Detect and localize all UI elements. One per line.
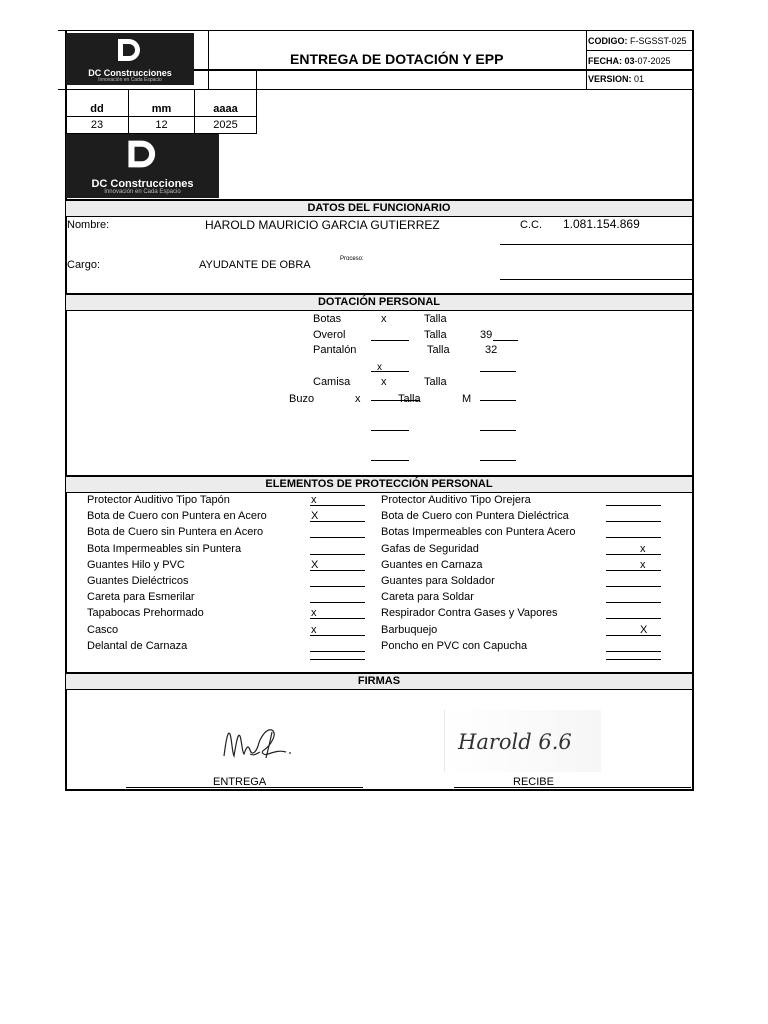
- section-dotacion-personal: DOTACIÓN PERSONAL: [66, 293, 692, 311]
- epp-left-item-line: [310, 537, 365, 538]
- section-datos-funcionario: DATOS DEL FUNCIONARIO: [66, 199, 692, 217]
- epp-right-item-label: Guantes para Soldador: [381, 575, 495, 587]
- date-mm-value: 12: [155, 119, 168, 131]
- epp-left-item-label: Guantes Hilo y PVC: [87, 559, 185, 571]
- version-value: 01: [634, 74, 645, 84]
- codigo-label: CODIGO:: [588, 36, 628, 46]
- epp-left-item-label: Delantal de Carnaza: [87, 640, 188, 652]
- epp-right-item-line: [606, 618, 661, 619]
- version-field: [588, 73, 644, 86]
- proceso-label: Proceso:: [340, 256, 364, 262]
- epp-right-item-line: [606, 651, 661, 652]
- epp-left-item-mark: x: [311, 624, 317, 636]
- company-logo-large: [66, 134, 219, 198]
- overol-label: Overol: [313, 329, 346, 341]
- cargo-label: Cargo:: [67, 259, 101, 271]
- epp-right-item-line: [606, 521, 661, 522]
- epp-left-item-label: Careta para Esmerilar: [87, 591, 195, 603]
- version-label: VERSION:: [588, 74, 632, 84]
- date-dd-value: 23: [90, 119, 104, 131]
- epp-right-item-line: [606, 570, 661, 571]
- logo-tagline: Innovación en Cada Espacio: [98, 77, 162, 83]
- epp-left-item-mark: x: [311, 607, 317, 619]
- logo-name: DC Construcciones: [91, 178, 194, 190]
- overol-talla-label: Talla: [424, 329, 447, 341]
- entrega-signature: [220, 720, 300, 768]
- logo-name: DC Construcciones: [88, 68, 172, 78]
- epp-left-item-label: Bota de Cuero sin Puntera en Acero: [87, 526, 264, 538]
- recibe-signature: Harold 6.6: [458, 730, 572, 754]
- buzo-size: M: [462, 393, 472, 405]
- epp-right-item-line: [606, 586, 661, 587]
- pantalon-size: 32: [485, 344, 498, 356]
- camisa-talla-label: Talla: [424, 376, 447, 388]
- cc-value: 1.081.154.869: [563, 217, 640, 231]
- codigo-field: [588, 35, 687, 48]
- epp-right-item-line: [606, 537, 661, 538]
- date-aaaa-label: aaaa: [213, 103, 238, 115]
- buzo-mark: x: [355, 393, 361, 405]
- epp-left-item-label: Bota Impermeables sin Puntera: [87, 543, 242, 555]
- epp-right-item-label: Bota de Cuero con Puntera Dieléctrica: [381, 510, 569, 522]
- epp-right-item-mark: X: [640, 624, 648, 636]
- codigo-value: F-SGSST-025: [630, 36, 687, 46]
- epp-right-item-label: Botas Impermeables con Puntera Acero: [381, 526, 576, 538]
- epp-extra-line: [606, 659, 661, 660]
- epp-right-item-label: Guantes en Carnaza: [381, 559, 483, 571]
- fecha-label: FECHA: 03: [588, 56, 635, 66]
- date-mm-label: mm: [151, 103, 172, 115]
- fecha-value: -07-2025: [634, 56, 671, 66]
- epp-left-item-mark: x: [311, 494, 317, 506]
- cc-label: C.C.: [520, 219, 542, 231]
- epp-left-item-label: Tapabocas Prehormado: [87, 607, 204, 619]
- epp-right-item-label: Careta para Soldar: [381, 591, 474, 603]
- epp-right-item-label: Gafas de Seguridad: [381, 543, 479, 555]
- dc-logo-icon: [123, 137, 163, 171]
- epp-extra-line: [310, 659, 365, 660]
- pantalon-talla-label: Talla: [427, 344, 450, 356]
- epp-left-item-label: Casco: [87, 624, 119, 636]
- epp-right-item-label: Respirador Contra Gases y Vapores: [381, 607, 558, 619]
- dc-logo-icon: [114, 36, 146, 64]
- epp-right-item-line: [606, 602, 661, 603]
- camisa-label: Camisa: [313, 376, 351, 388]
- company-logo-top: [66, 33, 194, 85]
- epp-right-item-line: [606, 505, 661, 506]
- epp-right-item-label: Protector Auditivo Tipo Orejera: [381, 494, 531, 506]
- epp-left-item-line: [310, 618, 365, 619]
- pantalon-mark: x: [377, 362, 382, 373]
- fecha-field: [588, 55, 671, 68]
- epp-left-item-line: [310, 505, 365, 506]
- buzo-label: Buzo: [289, 393, 315, 405]
- epp-right-item-line: [606, 554, 661, 555]
- buzo-talla-label: Talla: [398, 393, 421, 405]
- epp-right-item-mark: x: [640, 543, 646, 555]
- epp-left-item-label: Protector Auditivo Tipo Tapón: [87, 494, 230, 506]
- epp-left-item-line: [310, 602, 365, 603]
- pantalon-label: Pantalón: [313, 344, 357, 356]
- epp-right-item-mark: x: [640, 559, 646, 571]
- epp-left-item-label: Guantes Dieléctricos: [87, 575, 189, 587]
- epp-right-item-label: Barbuquejo: [381, 624, 438, 636]
- date-dd-label: dd: [90, 103, 104, 115]
- epp-left-item-mark: X: [311, 559, 319, 571]
- recibe-label: RECIBE: [513, 776, 554, 788]
- epp-left-item-label: Bota de Cuero con Puntera en Acero: [87, 510, 267, 522]
- camisa-mark: x: [381, 376, 387, 388]
- epp-left-item-line: [310, 651, 365, 652]
- form-title: ENTREGA DE DOTACIÓN Y EPP: [290, 51, 504, 67]
- epp-left-item-line: [310, 586, 365, 587]
- overol-size: 39: [480, 329, 493, 341]
- botas-label: Botas: [313, 313, 342, 325]
- logo-tagline: Innovación en Cada Espacio: [104, 189, 181, 195]
- date-aaaa-value: 2025: [213, 119, 238, 131]
- epp-left-item-line: [310, 635, 365, 636]
- epp-left-item-line: [310, 554, 365, 555]
- section-epp: ELEMENTOS DE PROTECCIÓN PERSONAL: [66, 475, 692, 493]
- entrega-label: ENTREGA: [213, 776, 267, 788]
- botas-mark: x: [381, 313, 387, 325]
- epp-right-item-line: [606, 635, 661, 636]
- section-firmas: FIRMAS: [66, 672, 692, 690]
- epp-left-item-mark: X: [311, 510, 319, 522]
- nombre-value: HAROLD MAURICIO GARCIA GUTIERREZ: [205, 218, 440, 232]
- botas-talla-label: Talla: [424, 313, 447, 325]
- nombre-label: Nombre:: [67, 219, 110, 231]
- epp-right-item-label: Poncho en PVC con Capucha: [381, 640, 528, 652]
- cargo-value: AYUDANTE DE OBRA: [199, 259, 311, 271]
